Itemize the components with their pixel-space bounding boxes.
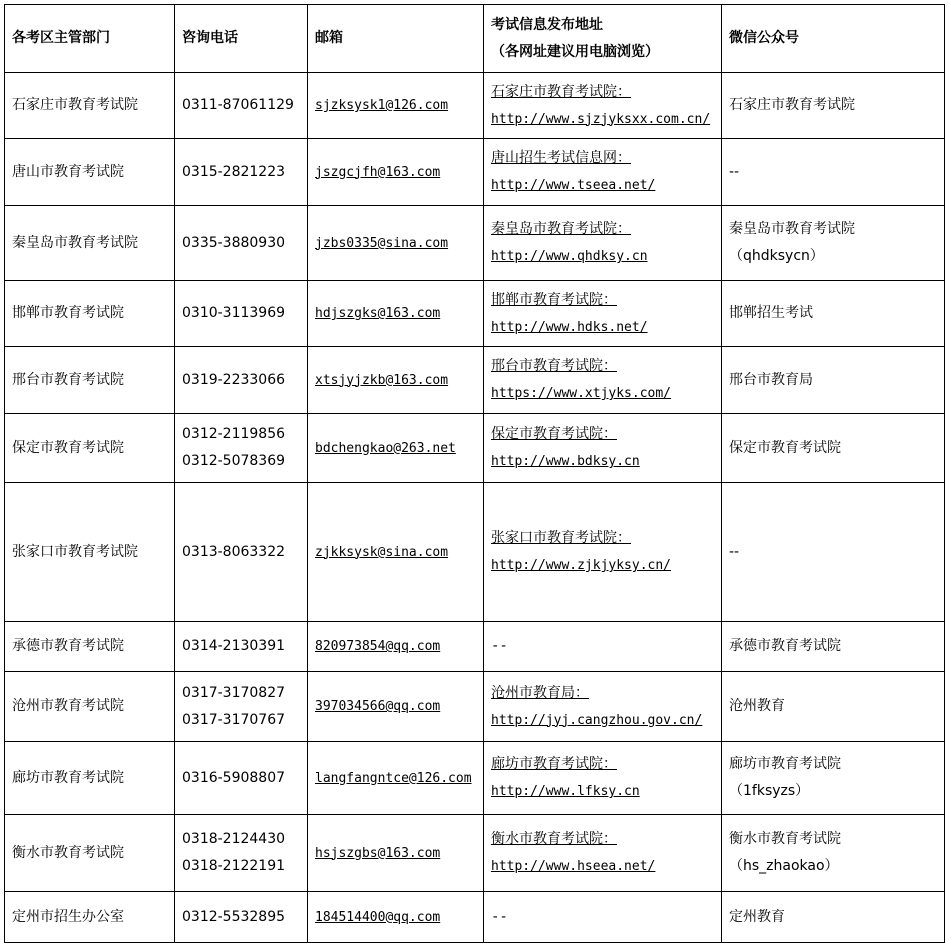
phone-cell: [175, 742, 308, 815]
site-cell: [484, 815, 722, 892]
site-cell: [484, 414, 722, 483]
site-url-link[interactable]: http://www.qhdksy.cn: [491, 249, 648, 264]
site-cell: [484, 347, 722, 414]
site-name-link[interactable]: 唐山招生考试信息网：: [491, 150, 631, 166]
header-dept: 各考区主管部门: [5, 5, 175, 73]
phone-cell: [175, 672, 308, 742]
site-url-link[interactable]: http://www.zjkjyksy.cn/: [491, 558, 672, 573]
wechat-account: 承德市教育考试院: [729, 638, 841, 654]
site-url-link[interactable]: http://www.sjzjyksxx.com.cn/: [491, 111, 711, 127]
site-url-link[interactable]: http://www.bdksy.cn: [491, 454, 640, 469]
dept-cell: 沧州市教育考试院: [5, 672, 175, 742]
wechat-cell: [722, 742, 945, 815]
email-link[interactable]: langfangntce@126.com: [315, 770, 472, 786]
site-cell: [484, 742, 722, 815]
table-row: [5, 742, 945, 815]
site-name-link[interactable]: 沧州市教育局：: [491, 684, 589, 701]
dept-cell: 邯郸市教育考试院: [5, 281, 175, 347]
wechat-cell: [722, 622, 945, 672]
phone-cell: [175, 815, 308, 892]
phone-cell: [175, 483, 308, 622]
phone-number: 0315-2821223: [182, 163, 286, 180]
site-url-link[interactable]: http://jyj.cangzhou.gov.cn/: [491, 712, 703, 728]
site-empty: --: [491, 908, 508, 925]
site-name-link[interactable]: 衡水市教育考试院：: [491, 831, 617, 847]
wechat-account: 沧州教育: [729, 698, 785, 714]
wechat-account: 石家庄市教育考试院: [729, 97, 855, 113]
wechat-cell: [722, 892, 945, 943]
wechat-cell: [722, 139, 945, 206]
wechat-cell: [722, 414, 945, 483]
email-cell: [308, 73, 484, 139]
wechat-account: --: [729, 543, 740, 560]
site-url-link[interactable]: http://www.tseea.net/: [491, 178, 656, 193]
email-cell: [308, 815, 484, 892]
email-cell: [308, 892, 484, 943]
phone-cell: [175, 73, 308, 139]
site-cell: [484, 892, 722, 943]
table-body: [5, 73, 945, 943]
site-cell: [484, 672, 722, 742]
dept-cell: 秦皇岛市教育考试院: [5, 206, 175, 281]
wechat-cell: [722, 73, 945, 139]
phone-number: 0313-8063322: [182, 543, 286, 560]
phone-number: 0314-2130391: [182, 638, 286, 654]
phone-number: 0316-5908807: [182, 769, 286, 786]
site-name-link[interactable]: 邯郸市教育考试院：: [491, 291, 617, 308]
email-link[interactable]: zjkksysk@sina.com: [315, 544, 449, 560]
phone-cell: [175, 622, 308, 672]
wechat-account: （1fksyzs）: [729, 783, 810, 799]
site-name-link[interactable]: 石家庄市教育考试院：: [491, 83, 631, 100]
wechat-account: 保定市教育考试院: [729, 439, 841, 456]
email-link[interactable]: jzbs0335@sina.com: [315, 235, 449, 251]
dept-cell: 保定市教育考试院: [5, 414, 175, 483]
dept-cell: 衡水市教育考试院: [5, 815, 175, 892]
email-link[interactable]: hsjszgbs@163.com: [315, 845, 441, 861]
email-cell: [308, 483, 484, 622]
phone-cell: [175, 414, 308, 483]
email-link[interactable]: 184514400@qq.com: [315, 909, 441, 925]
wechat-account: 廊坊市教育考试院: [729, 756, 841, 772]
phone-number: 0317-3170827: [182, 684, 286, 701]
site-cell: [484, 483, 722, 622]
email-link[interactable]: hdjszgks@163.com: [315, 306, 441, 321]
table-row: [5, 206, 945, 281]
wechat-account: 邯郸招生考试: [729, 305, 813, 321]
table-row: [5, 414, 945, 483]
phone-cell: [175, 892, 308, 943]
phone-number: 0317-3170767: [182, 711, 286, 728]
header-site: [484, 5, 722, 73]
site-url-link[interactable]: http://www.hseea.net/: [491, 859, 656, 874]
phone-number: 0311-87061129: [182, 97, 294, 113]
email-cell: [308, 206, 484, 281]
site-cell: [484, 73, 722, 139]
dept-cell: 唐山市教育考试院: [5, 139, 175, 206]
dept-cell: 廊坊市教育考试院: [5, 742, 175, 815]
wechat-account: 邢台市教育局: [729, 371, 813, 388]
table-row: [5, 815, 945, 892]
site-cell: [484, 281, 722, 347]
table-row: [5, 622, 945, 672]
wechat-cell: [722, 672, 945, 742]
phone-cell: [175, 281, 308, 347]
wechat-cell: [722, 815, 945, 892]
site-cell: [484, 139, 722, 206]
email-cell: [308, 347, 484, 414]
dept-cell: 承德市教育考试院: [5, 622, 175, 672]
site-url-link[interactable]: http://www.lfksy.cn: [491, 784, 640, 799]
table-row: [5, 672, 945, 742]
contacts-table: [4, 4, 945, 943]
site-url-link[interactable]: https://www.xtjyks.com/: [491, 386, 672, 401]
phone-number: 0318-2122191: [182, 858, 286, 874]
site-name-link[interactable]: 张家口市教育考试院：: [491, 530, 631, 546]
wechat-account: （qhdksycn）: [729, 248, 824, 264]
email-cell: [308, 139, 484, 206]
wechat-cell: [722, 483, 945, 622]
email-link[interactable]: 820973854@qq.com: [315, 639, 441, 654]
site-name-link[interactable]: 保定市教育考试院：: [491, 426, 617, 442]
wechat-cell: [722, 347, 945, 414]
wechat-account: 衡水市教育考试院: [729, 831, 841, 847]
header-site-line1: 考试信息发布地址: [491, 16, 603, 33]
table-row: [5, 281, 945, 347]
table-row: [5, 347, 945, 414]
email-cell: [308, 281, 484, 347]
phone-number: 0335-3880930: [182, 234, 286, 251]
email-cell: [308, 414, 484, 483]
site-name-link[interactable]: 秦皇岛市教育考试院：: [491, 221, 631, 237]
email-link[interactable]: xtsjyjzkb@163.com: [315, 372, 449, 388]
site-url-link[interactable]: http://www.hdks.net/: [491, 319, 648, 335]
email-cell: [308, 672, 484, 742]
site-name-link[interactable]: 廊坊市教育考试院：: [491, 756, 617, 772]
email-link[interactable]: 397034566@qq.com: [315, 699, 441, 714]
phone-number: 0312-5078369: [182, 453, 286, 469]
dept-cell: 石家庄市教育考试院: [5, 73, 175, 139]
wechat-account: （hs_zhaokao）: [729, 858, 839, 874]
wechat-cell: [722, 281, 945, 347]
site-cell: [484, 622, 722, 672]
table-row: [5, 483, 945, 622]
header-site-line2: （各网址建议用电脑浏览）: [491, 43, 659, 60]
table-row: [5, 73, 945, 139]
phone-cell: [175, 139, 308, 206]
email-cell: [308, 742, 484, 815]
table-row: [5, 139, 945, 206]
phone-number: 0318-2124430: [182, 831, 286, 847]
header-row: [5, 5, 945, 73]
wechat-account: 定州教育: [729, 908, 785, 925]
phone-cell: [175, 206, 308, 281]
site-cell: [484, 206, 722, 281]
email-cell: [308, 622, 484, 672]
dept-cell: 张家口市教育考试院: [5, 483, 175, 622]
site-name-link[interactable]: 邢台市教育考试院：: [491, 358, 617, 374]
header-phone: 咨询电话: [175, 5, 308, 73]
site-empty: --: [491, 638, 508, 654]
email-link[interactable]: bdchengkao@263.net: [315, 440, 456, 456]
phone-number: 0312-2119856: [182, 426, 286, 442]
dept-cell: 定州市招生办公室: [5, 892, 175, 943]
wechat-account: 秦皇岛市教育考试院: [729, 221, 855, 237]
phone-number: 0319-2233066: [182, 371, 286, 388]
email-link[interactable]: sjzksysk1@126.com: [315, 98, 449, 113]
phone-number: 0312-5532895: [182, 908, 286, 925]
wechat-cell: [722, 206, 945, 281]
header-wechat: 微信公众号: [722, 5, 945, 73]
wechat-account: --: [729, 163, 740, 180]
table-row: [5, 892, 945, 943]
phone-number: 0310-3113969: [182, 305, 286, 321]
dept-cell: 邢台市教育考试院: [5, 347, 175, 414]
header-email: 邮箱: [308, 5, 484, 73]
email-link[interactable]: jszgcjfh@163.com: [315, 164, 441, 180]
phone-cell: [175, 347, 308, 414]
